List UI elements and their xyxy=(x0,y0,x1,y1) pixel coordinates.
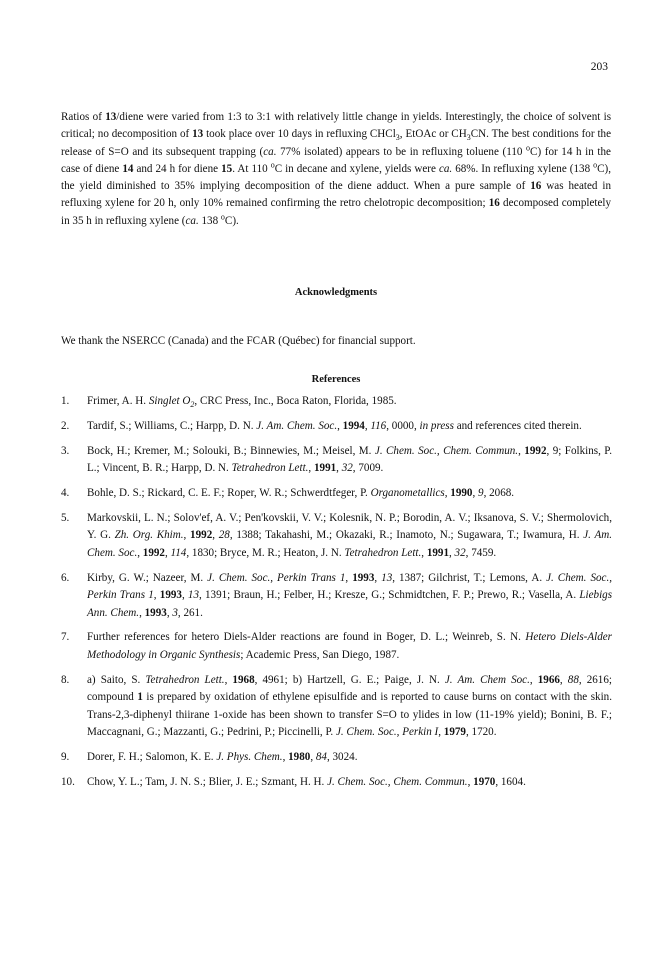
text-run: J. Chem. Soc., Chem. Commun. xyxy=(327,775,468,788)
text-run: o xyxy=(526,142,531,152)
text-run: , xyxy=(336,462,342,475)
text-run: 1990 xyxy=(450,487,473,500)
text-run: C). xyxy=(224,214,239,227)
text-run: a) Saito, S. xyxy=(87,673,146,686)
text-run: 1992 xyxy=(190,529,213,542)
text-run: 1993 xyxy=(144,606,167,619)
text-run: 13 xyxy=(105,111,117,123)
text-run: Frimer, A. H. xyxy=(87,395,149,407)
reference-text xyxy=(87,774,612,791)
reference-number: 3. xyxy=(61,444,70,457)
text-run: , xyxy=(310,750,316,763)
text-run: , xyxy=(518,444,525,457)
text-run: 1966 xyxy=(537,673,560,686)
reference-item xyxy=(61,629,612,664)
text-run: , 0000, xyxy=(386,419,420,432)
text-run: J. Phys. Chem. xyxy=(216,750,283,763)
acknowledgments-heading: Acknowledgments xyxy=(294,287,378,298)
text-run: 32 xyxy=(454,546,466,559)
text-run: decomposed completely in 35 h in refluxing xylene ( xyxy=(61,197,612,227)
text-run: , xyxy=(308,462,314,475)
text-run: , 4961; b) Hartzell, G. E.; Paige, J. N. xyxy=(254,673,445,686)
reference-text xyxy=(87,443,612,478)
text-run: , 1604. xyxy=(495,775,526,788)
text-run: C in decane and xylene, yields were xyxy=(274,162,439,175)
reference-text xyxy=(87,393,612,410)
text-run: ; Academic Press, San Diego, 1987. xyxy=(240,648,400,661)
text-run: 15 xyxy=(221,162,233,175)
text-run: J. Chem. Soc., Perkin I xyxy=(335,726,439,738)
text-run: , xyxy=(164,546,171,559)
reference-list xyxy=(61,393,612,799)
text-run: Bohle, D. S.; Rickard, C. E. F.; Roper, W. R.; Schwerdtfeger, P. xyxy=(87,487,371,500)
reference-item xyxy=(61,774,612,791)
text-run: , xyxy=(421,546,427,559)
acknowledgments-text: We thank the NSERCC (Canada) and the FCAR (Québec) for financial support. xyxy=(61,335,416,347)
text-run: 1992 xyxy=(142,546,165,559)
text-run: Further references for hetero Diels-Alder reactions are found in Boger, D. L.; Weinreb, S. N. xyxy=(87,631,526,644)
text-run: , 1720. xyxy=(465,726,497,738)
text-run: 1968 xyxy=(232,673,255,686)
text-run: , 1388; Takahashi, M.; Okazaki, R.; Inamoto, N.; Sugawara, T.; Iwamura, H. xyxy=(229,529,584,542)
text-run: o xyxy=(593,160,598,170)
text-run: 1970 xyxy=(473,775,496,788)
text-run: 1991 xyxy=(426,546,449,559)
text-run: , xyxy=(364,419,371,432)
text-run: 13 xyxy=(381,571,393,584)
reference-item xyxy=(61,672,612,742)
text-run: Liebigs Ann. Chem. xyxy=(87,589,613,619)
text-run: 13 xyxy=(187,589,200,602)
text-run: 3 xyxy=(395,133,400,143)
text-run: , 2068. xyxy=(483,487,515,500)
text-run: , 1830; Bryce, M. R.; Heaton, J. N. xyxy=(186,546,345,559)
reference-text xyxy=(87,418,612,435)
text-run: Zh. Org. Khim. xyxy=(114,529,184,542)
text-run: and references cited therein. xyxy=(453,419,582,432)
text-run: took place over 10 days in refluxing CHCl xyxy=(203,128,396,141)
text-run: , xyxy=(282,750,289,763)
text-run: 1992 xyxy=(524,444,547,457)
reference-text xyxy=(87,510,612,562)
text-run: 14 xyxy=(122,162,134,175)
text-run: 32 xyxy=(341,462,353,475)
text-run: Bock, H.; Kremer, M.; Solouki, B.; Binnewies, M.; Meisel, M. xyxy=(87,444,375,457)
text-run: , 1387; Gilchrist, T.; Lemons, A. xyxy=(392,571,547,584)
text-run: J. Chem. Soc., Chem. Commun. xyxy=(374,444,519,457)
text-run: , xyxy=(467,775,474,788)
text-run: Hetero Diels-Alder Methodology in Organic Synthesis xyxy=(87,631,612,661)
text-run: , xyxy=(137,546,143,559)
text-run: , xyxy=(449,546,455,559)
text-run: , 9; Folkins, P. L.; Vincent, B. R.; Harpp, D. N. xyxy=(87,444,612,475)
text-run: , 261. xyxy=(177,606,203,619)
text-run: , xyxy=(212,529,219,542)
text-run: , xyxy=(529,673,538,686)
text-run: 28 xyxy=(218,529,230,542)
text-run: J. Am. Chem. Soc. xyxy=(87,529,613,559)
text-run: , xyxy=(153,589,160,602)
reference-item xyxy=(61,485,612,502)
reference-item xyxy=(61,443,612,478)
reference-number: 8. xyxy=(61,673,70,686)
reference-item xyxy=(61,570,612,622)
reference-number: 5. xyxy=(61,512,70,525)
text-run: 68%. In refluxing xylene (138 xyxy=(452,162,594,175)
text-run: C) for 14 h in the case of diene xyxy=(61,145,611,175)
text-run: , xyxy=(181,589,188,602)
text-run: , xyxy=(166,606,173,619)
text-run: 1994 xyxy=(342,419,365,432)
text-run: , xyxy=(444,487,451,500)
text-run: , 7459. xyxy=(465,546,497,559)
text-run: 1993 xyxy=(159,589,182,602)
text-run: 88 xyxy=(567,673,579,686)
text-run: , xyxy=(438,726,444,738)
text-run: o xyxy=(220,212,225,222)
text-run: C), the yield diminished to 35% implying decomposition of the diene adduct. When a pure sample of xyxy=(61,162,611,193)
text-run: J. Chem. Soc., Perkin Trans 1 xyxy=(207,571,346,584)
text-run: 1 xyxy=(137,691,143,704)
text-run: Tetrahedron Lett. xyxy=(145,673,225,686)
text-run: 16 xyxy=(530,180,542,193)
reference-text xyxy=(87,672,612,742)
reference-number: 4. xyxy=(61,487,70,500)
text-run: 114 xyxy=(170,546,187,559)
references-heading: References xyxy=(311,374,361,385)
page-number: 203 xyxy=(590,61,608,73)
reference-number: 6. xyxy=(61,571,70,584)
text-run: Tetrahedron Lett. xyxy=(344,546,422,559)
text-run: , xyxy=(345,571,353,584)
text-run: , xyxy=(337,419,343,432)
text-run: Kirby, G. W.; Nazeer, M. xyxy=(87,571,208,584)
text-run: . At 110 xyxy=(232,162,271,175)
text-run: Ratios of xyxy=(61,111,106,123)
text-run: 3 xyxy=(172,606,178,619)
text-run: 77% isolated) appears to be in refluxing toluene (110 xyxy=(276,145,527,158)
text-run: Singlet O xyxy=(148,395,191,407)
text-run: 16 xyxy=(488,197,500,210)
text-run: 1979 xyxy=(443,726,466,738)
text-run: , CRC Press, Inc., Boca Raton, Florida, 1985. xyxy=(194,395,397,407)
text-run: 116 xyxy=(370,419,387,432)
reference-item xyxy=(61,393,612,410)
text-run: 138 xyxy=(198,214,221,227)
reference-text xyxy=(87,629,612,664)
text-run: Tetrahedron Lett. xyxy=(231,462,309,475)
text-run: Markovskii, L. N.; Solov'ef, A. V.; Pen'kovskii, V. V.; Kolesnik, N. P.; Borodin, A. V.; Iksanova, S. V.; Shermolovich, Y. G. xyxy=(87,512,612,542)
text-run: Dorer, F. H.; Salomon, K. E. xyxy=(87,750,217,763)
text-run: , 2616; compound xyxy=(87,673,612,704)
reference-number: 2. xyxy=(61,419,70,432)
text-run: J. Am. Chem. Soc. xyxy=(256,419,338,432)
text-run: in press xyxy=(419,419,454,432)
text-run: J. Am. Chem Soc. xyxy=(444,673,530,686)
text-run: 3 xyxy=(466,133,471,143)
text-run: 1980 xyxy=(288,750,311,763)
text-run: is prepared by oxidation of ethylene episulfide and is reported to cause burns on contact with the skin. Trans-2,3-diphenyl thiirane 1-oxide has been shown to transfer S=O to ylides in low (11-19% yield); Bonini, B. F.; Maccagnani, G.; Mazzanti, G.; Pedrini, P.; Piccinelli, P. xyxy=(87,691,612,738)
text-run: , 3024. xyxy=(326,750,358,763)
text-run: 1991 xyxy=(313,462,337,475)
text-run: , 7009. xyxy=(352,462,384,475)
reference-text xyxy=(87,570,612,622)
text-run: , xyxy=(559,673,568,686)
text-run: ca. xyxy=(438,162,453,175)
reference-item xyxy=(61,749,612,766)
text-run: 1993 xyxy=(352,571,375,584)
text-run: CN. The best conditions for the release of S=O and its subsequent trapping ( xyxy=(61,128,611,158)
text-run: , 1391; Braun, H.; Felber, H.; Kresze, G.; Schmidtchen, F. P.; Prewo, R.; Vasella, A. xyxy=(199,589,580,602)
text-run: 2 xyxy=(190,400,195,410)
reference-number: 9. xyxy=(61,750,70,763)
text-run: , xyxy=(472,487,479,500)
reference-text xyxy=(87,749,612,766)
reference-item xyxy=(61,418,612,435)
reference-text xyxy=(87,485,612,502)
text-run: J. Chem. Soc., Perkin Trans 1 xyxy=(87,571,613,602)
text-run: o xyxy=(270,160,275,170)
reference-number: 1. xyxy=(61,395,70,407)
text-run: 13 xyxy=(192,128,204,141)
reference-item xyxy=(61,510,612,562)
text-run: , xyxy=(224,673,233,686)
text-run: Organometallics xyxy=(370,487,445,500)
text-run: 9 xyxy=(478,487,484,500)
text-run: Tardif, S.; Williams, C.; Harpp, D. N. xyxy=(87,419,257,432)
text-run: , EtOAc or CH xyxy=(399,128,467,141)
text-run: , xyxy=(183,529,191,542)
text-run: Chow, Y. L.; Tam, J. N. S.; Blier, J. E.; Szmant, H. H. xyxy=(87,775,328,788)
reference-number: 7. xyxy=(61,631,70,644)
text-run: ca. xyxy=(263,145,277,158)
text-run: was heated in refluxing xylene for 20 h, only 10% remained confirming the retro chelotropic decomposition; xyxy=(61,180,612,210)
text-run: , xyxy=(374,571,382,584)
text-run: , xyxy=(139,606,145,619)
reference-number: 10. xyxy=(61,775,75,788)
text-run: 84 xyxy=(315,750,327,763)
body-paragraph xyxy=(61,109,611,230)
text-run: ca. xyxy=(185,214,199,227)
text-run: and 24 h for diene xyxy=(133,162,222,175)
text-run: /diene were varied from 1:3 to 3:1 with relatively little change in yields. Interestingly, the choice of solvent is critical; no decomposition of xyxy=(61,111,612,141)
